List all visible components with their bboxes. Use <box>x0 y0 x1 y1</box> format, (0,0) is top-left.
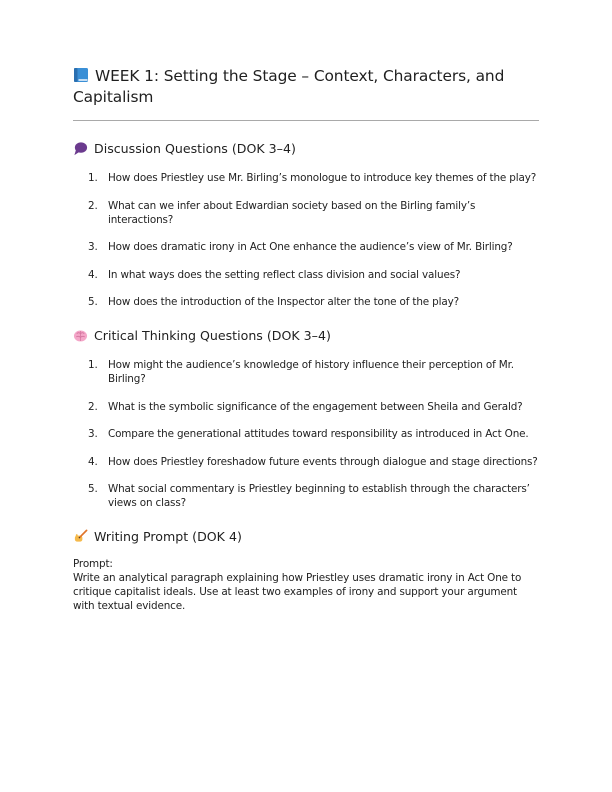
critical-question-list <box>73 358 539 510</box>
critical-question: 2. What is the symbolic significance of the engagement between Sheila and Gerald? <box>88 400 523 413</box>
page-title <box>73 66 539 108</box>
critical-question: 1. How might the audience’s knowledge of history influence their perception of Mr. Birling? <box>88 359 514 385</box>
critical-heading-text: Critical Thinking Questions (DOK 3–4) <box>94 328 331 343</box>
discussion-question: 2. What can we infer about Edwardian society based on the Birling family’s interactions? <box>88 199 476 226</box>
speech-bubble-icon <box>73 141 88 156</box>
critical-question: 5. What social commentary is Priestley beginning to establish through the characters’ views on class? <box>88 483 530 509</box>
critical-question: 4. How does Priestley foreshadow future events through dialogue and stage directions? <box>88 455 538 468</box>
discussion-question-list <box>73 171 539 309</box>
critical-heading <box>73 327 539 344</box>
writing-hand-icon <box>73 529 88 544</box>
prompt-label: Prompt: <box>73 558 113 570</box>
writing-heading-text: Writing Prompt (DOK 4) <box>94 529 242 544</box>
discussion-question: 3. How does dramatic irony in Act One enhance the audience’s view of Mr. Birling? <box>88 241 513 253</box>
blue-book-icon <box>73 67 89 83</box>
discussion-question: 5. How does the introduction of the Inspector alter the tone of the play? <box>88 296 459 308</box>
discussion-heading <box>73 140 539 157</box>
discussion-question: 1. How does Priestley use Mr. Birling’s monologue to introduce key themes of the play? <box>88 172 537 184</box>
prompt-text: Write an analytical paragraph explaining how Priestley uses dramatic irony in Act One to critique capitalist ideals. Use at least two examples of irony and support your argument with textual evidence. <box>73 572 522 612</box>
discussion-question: 4. In what ways does the setting reflect class division and social values? <box>88 268 461 281</box>
page-title-text: WEEK 1: Setting the Stage – Context, Characters, and Capitalism <box>73 67 505 106</box>
brain-icon <box>73 328 88 343</box>
writing-heading <box>73 528 539 545</box>
critical-question: 3. Compare the generational attitudes toward responsibility as introduced in Act One. <box>88 428 529 440</box>
title-divider <box>73 120 539 121</box>
document-page <box>73 66 539 613</box>
writing-prompt <box>73 557 539 613</box>
discussion-heading-text: Discussion Questions (DOK 3–4) <box>94 141 296 156</box>
